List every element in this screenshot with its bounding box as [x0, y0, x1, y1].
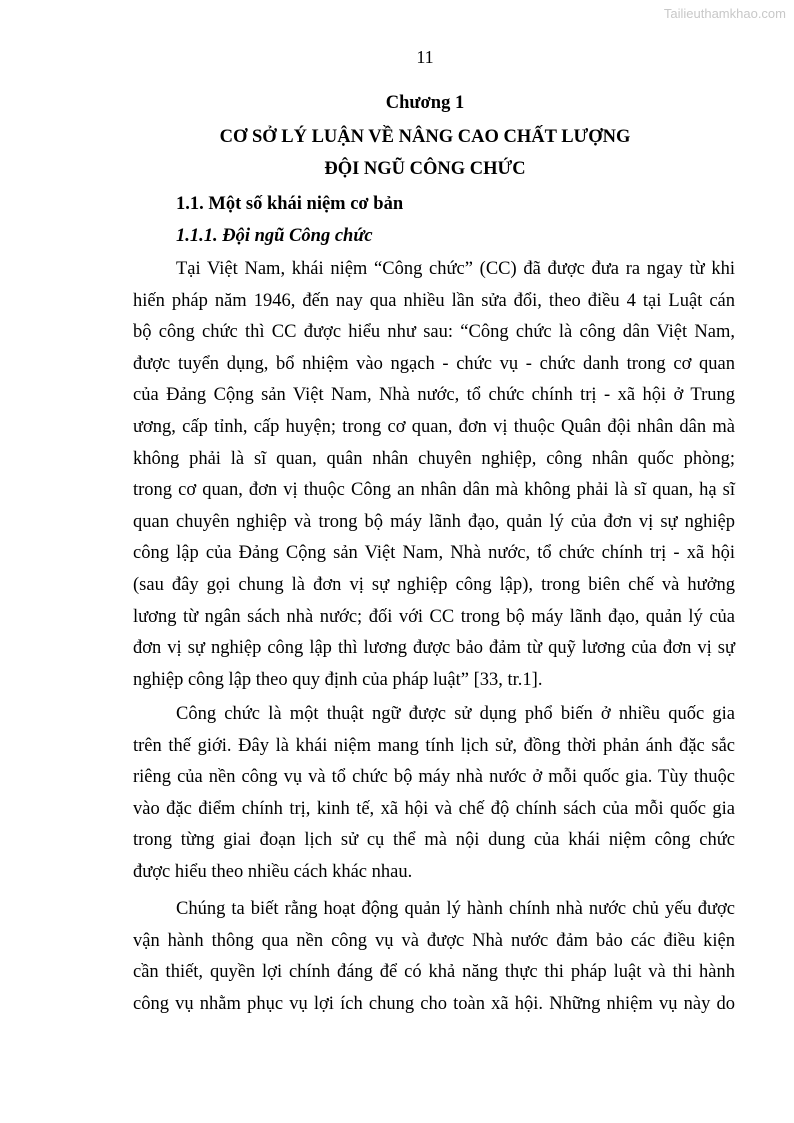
text-line: riêng của nền công vụ và tổ chức bộ máy nhà nước ở mỗi quốc gia. Tùy thuộc: [133, 767, 735, 788]
text-line: nghiệp công lập theo quy định của pháp luật” [33, tr.1].: [133, 669, 543, 690]
text-line: Chúng ta biết rằng hoạt động quản lý hành chính nhà nước chủ yếu được: [176, 899, 735, 919]
section-heading: 1.1. Một số khái niệm cơ bản: [176, 194, 404, 214]
text-line: bộ công chức thì CC được hiểu như sau: “Công chức là công dân Việt Nam,: [133, 322, 735, 343]
text-line: Công chức là một thuật ngữ được sử dụng phổ biến ở nhiều quốc gia: [176, 704, 735, 724]
text-line: công vụ nhằm phục vụ lợi ích chung cho toàn xã hội. Những nhiệm vụ này do: [133, 993, 735, 1014]
text-line: trong cơ quan, đơn vị thuộc Công an nhân dân mà không phải là sĩ quan, hạ sĩ: [133, 480, 735, 501]
text-line: cần thiết, quyền lợi chính đáng để có khả năng thực thi pháp luật và thi hành: [133, 962, 735, 983]
watermark: Tailieuthamkhao.com: [663, 6, 786, 21]
text-line: quan chuyên nghiệp và trong bộ máy lãnh đạo, quản lý của đơn vị sự nghiệp: [133, 511, 735, 532]
text-line: trên thế giới. Đây là khái niệm mang tính lịch sử, đồng thời phản ánh đặc sắc: [133, 735, 735, 756]
text-line: của Đảng Cộng sản Việt Nam, Nhà nước, tổ chức chính trị - xã hội ở Trung: [133, 385, 735, 406]
text-line: đơn vị sự nghiệp công lập thì lương được bảo đảm từ quỹ lương của đơn vị sự: [133, 638, 735, 659]
text-line: trong từng giai đoạn lịch sử cụ thể mà nội dung của khái niệm công chức: [133, 830, 735, 851]
subsection-heading: 1.1.1. Đội ngũ Công chức: [176, 226, 373, 246]
text-line: không phải là sĩ quan, quân nhân chuyên nghiệp, công nhân quốc phòng;: [133, 448, 735, 469]
text-line: (sau đây gọi chung là đơn vị sự nghiệp công lập), trong biên chế và hưởng: [133, 574, 735, 595]
text-line: công lập của Đảng Cộng sản Việt Nam, Nhà nước, tổ chức chính trị - xã hội: [133, 543, 735, 564]
text-line: được hiểu theo nhiều cách khác nhau.: [133, 861, 413, 882]
text-line: vào đặc điểm chính trị, kinh tế, xã hội và chế độ chính sách của mỗi quốc gia: [133, 798, 735, 819]
text-line: hiến pháp năm 1946, đến nay qua nhiều lần sửa đổi, theo điều 4 tại Luật cán: [133, 290, 735, 311]
paragraph: [133, 894, 735, 1020]
chapter-label: Chương 1: [385, 93, 465, 113]
text-line: lương từ ngân sách nhà nước; đối với CC trong bộ máy lãnh đạo, quản lý của: [133, 606, 735, 627]
chapter-title-line-1: CƠ SỞ LÝ LUẬN VỀ NÂNG CAO CHẤT LƯỢNG: [219, 127, 631, 147]
page-number: 11: [416, 47, 434, 67]
text-line: được tuyển dụng, bổ nhiệm vào ngạch - chức vụ - chức danh trong cơ quan: [133, 353, 735, 374]
paragraph: [133, 254, 735, 696]
paragraph: [133, 699, 735, 889]
chapter-title-line-2: ĐỘI NGŨ CÔNG CHỨC: [324, 159, 526, 179]
text-line: vận hành thông qua nền công vụ và được Nhà nước đảm bảo các điều kiện: [133, 930, 735, 951]
text-line: Tại Việt Nam, khái niệm “Công chức” (CC) đã được đưa ra ngay từ khi: [176, 259, 735, 279]
text-line: ương, cấp tỉnh, cấp huyện; trong cơ quan, đơn vị thuộc Quân đội nhân dân mà: [133, 416, 735, 437]
